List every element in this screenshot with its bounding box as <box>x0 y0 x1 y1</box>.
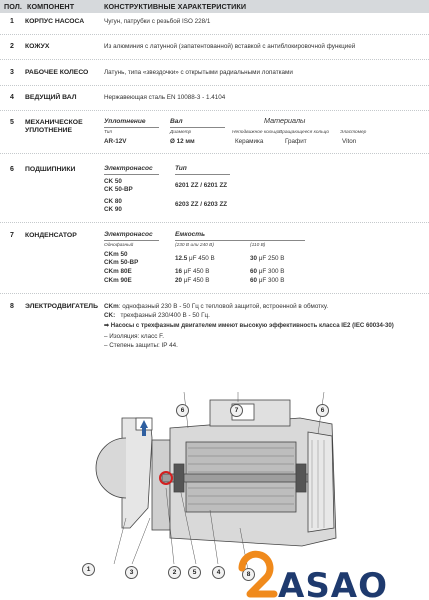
divider <box>104 127 159 128</box>
subheading: Эластомер <box>340 130 367 135</box>
row-divider <box>0 222 429 223</box>
callout-6-right: 6 <box>316 404 329 417</box>
bearing-model: CK 50 <box>104 178 122 185</box>
asao-logo-mark-icon <box>236 550 280 598</box>
row-value: Из алюминия с латунной (запатентованной) вставкой с антиблокировочной функцией <box>104 43 356 50</box>
row-value: Нержавеющая сталь EN 10088-3 - 1.4104 <box>104 94 226 101</box>
callout-4: 4 <box>212 566 225 579</box>
pump-heading: Электронасос <box>104 165 153 172</box>
seal-type: AR-12V <box>104 138 127 145</box>
row-number: 8 <box>10 303 14 310</box>
row-divider <box>0 153 429 154</box>
callout-8: 8 <box>242 568 255 581</box>
row-label: КОНДЕНСАТОР <box>25 232 77 239</box>
row-number: 3 <box>10 69 14 76</box>
capacity-unit: μF 300 В <box>258 277 285 284</box>
subheading: Неподвижное кольцо <box>232 130 280 135</box>
table-header <box>0 0 429 13</box>
row-label: МЕХАНИЧЕСКОЕ <box>25 119 83 126</box>
asao-logo: ASAO <box>278 566 389 600</box>
callout-1: 1 <box>82 563 95 576</box>
capacitor-model: CKm 50-BP <box>104 259 139 266</box>
header-characteristics: КОНСТРУКТИВНЫЕ ХАРАКТЕРИСТИКИ <box>104 2 247 11</box>
row-label: ЭЛЕКТРОДВИГАТЕЛЬ <box>25 303 98 310</box>
capacity-value: 12.5 <box>175 255 188 262</box>
row-divider <box>0 293 429 294</box>
divider <box>170 127 225 128</box>
capacity-value: 60 <box>250 268 258 275</box>
subheading: Вращающееся кольцо <box>279 130 330 135</box>
row-label: ВЕДУЩИЙ ВАЛ <box>25 94 77 101</box>
row-label: УПЛОТНЕНИЕ <box>25 127 73 134</box>
row-value: Латунь, типа «звездочки» с открытыми радиальными лопатками <box>104 69 293 76</box>
callout-5: 5 <box>188 566 201 579</box>
capacity-unit: μF 250 В <box>258 255 285 262</box>
bearing-model: CK 90 <box>104 206 122 213</box>
motor-code: CKm <box>104 303 119 310</box>
capacity-value: 30 <box>250 255 258 262</box>
subheading: (230 В или 240 В) <box>175 243 214 248</box>
capacity-value: 16 <box>175 268 183 275</box>
subheading: Тип <box>104 130 113 135</box>
bearing-type: 6203 ZZ / 6203 ZZ <box>175 201 228 208</box>
row-label: ПОДШИПНИКИ <box>25 166 76 173</box>
row-value: Чугун, патрубки с резьбой ISO 228/1 <box>104 18 211 25</box>
header-component: КОМПОНЕНТ <box>27 2 75 11</box>
elastomer-material: Viton <box>342 138 357 145</box>
subheading: Однофазный <box>104 243 134 248</box>
motor-code: CK: <box>104 312 116 319</box>
bearing-model: CK 50-BP <box>104 186 133 193</box>
row-divider <box>0 85 429 86</box>
shaft-diameter: Ø 12 мм <box>170 138 195 145</box>
fixed-ring-material: Керамика <box>235 138 264 145</box>
row-number: 2 <box>10 43 14 50</box>
rotating-ring-material: Графит <box>285 138 307 145</box>
capacitor-model: CKm 80E <box>104 268 132 275</box>
divider <box>104 240 159 241</box>
divider <box>175 174 230 175</box>
motor-desc: : однофазный 230 В - 50 Гц с тепловой защитой, встроенной в обмотку. <box>118 303 329 310</box>
seal-heading: Уплотнение <box>104 118 146 125</box>
callout-6-left: 6 <box>176 404 189 417</box>
row-label: КОРПУС НАСОСА <box>25 18 85 25</box>
capacity-value: 20 <box>175 277 183 284</box>
capacity-heading: Емкость <box>175 231 206 238</box>
type-heading: Тип <box>175 165 187 172</box>
row-number: 7 <box>10 232 14 239</box>
capacitor-model: CKm 90E <box>104 277 132 284</box>
row-number: 6 <box>10 166 14 173</box>
header-position: ПОЛ. <box>4 2 23 11</box>
capacity-unit: μF 300 В <box>258 268 285 275</box>
protection-rating: – Степень защиты: IP 44. <box>104 342 178 349</box>
shaft-heading: Вал <box>170 118 183 125</box>
row-number: 4 <box>10 94 14 101</box>
divider <box>104 174 159 175</box>
subheading: Диаметр <box>170 130 192 135</box>
capacity-unit: μF 450 В <box>183 268 210 275</box>
row-divider <box>0 34 429 35</box>
materials-heading: Материалы <box>264 116 306 125</box>
subheading: (110 В) <box>250 243 266 248</box>
callout-7: 7 <box>230 404 243 417</box>
pump-heading: Электронасос <box>104 231 153 238</box>
row-label: РАБОЧЕЕ КОЛЕСО <box>25 69 89 76</box>
row-divider <box>0 110 429 111</box>
efficiency-note: ➡ Насосы с трехфазным двигателем имеют высокую эффективность класса IE2 (IEC 60034-30) <box>104 322 394 329</box>
callout-3: 3 <box>125 566 138 579</box>
capacity-unit: μF 450 В <box>189 255 215 262</box>
row-divider <box>0 59 429 60</box>
bearing-type: 6201 ZZ / 6201 ZZ <box>175 182 228 189</box>
insulation-class: – Изоляция: класс F. <box>104 333 165 340</box>
capacity-unit: μF 450 В <box>183 277 210 284</box>
motor-desc: трехфазный 230/400 В - 50 Гц. <box>120 312 210 319</box>
row-number: 5 <box>10 119 14 126</box>
divider <box>175 240 305 241</box>
callout-2: 2 <box>168 566 181 579</box>
capacitor-model: CKm 50 <box>104 251 128 258</box>
row-label: КОЖУХ <box>25 43 50 50</box>
bearing-model: CK 80 <box>104 198 122 205</box>
row-number: 1 <box>10 18 14 25</box>
capacity-value: 60 <box>250 277 258 284</box>
